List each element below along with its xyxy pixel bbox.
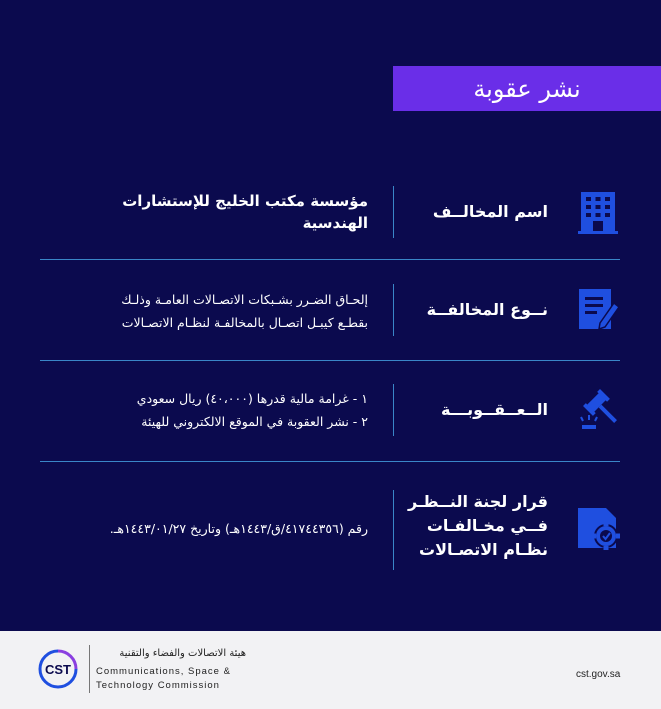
violator-name-value xyxy=(122,190,368,234)
value-line: ٢ - نشر العقوبة في الموقع الالكتروني للهيئة xyxy=(141,414,368,429)
row-divider xyxy=(393,490,394,570)
penalty-label: الــعــقــوبـــة xyxy=(441,400,548,419)
logo-text: CST xyxy=(45,662,71,677)
footer xyxy=(0,631,661,709)
violation-type-value xyxy=(121,288,368,334)
gear-check-icon xyxy=(576,506,620,550)
row-divider xyxy=(393,284,394,336)
violator-name-label: اسم المخالــف xyxy=(432,202,548,221)
org-name-en-line2: Technology Commission xyxy=(96,680,220,691)
value-line: رقم (٤١٧٤٤٣٥٦/ق/١٤٤٣هـ) وتاريخ ١٤٤٣/٠١/٢٧هـ. xyxy=(109,521,368,536)
decision-label xyxy=(408,490,548,562)
gavel-icon xyxy=(576,388,620,432)
value-line: بقطـع كيبـل اتصـال بالمخالفـة لنظـام الاتصـالات xyxy=(121,315,368,330)
value-line: الهندسية xyxy=(302,214,368,232)
org-name-ar: هيئة الاتصالات والفضاء والتقنية xyxy=(119,648,246,659)
decision-value xyxy=(110,517,368,540)
row-divider xyxy=(393,186,394,238)
violator-name-row xyxy=(40,186,620,238)
row-separator xyxy=(40,360,620,361)
cst-logo xyxy=(33,647,83,691)
page-title: نشر عقوبة xyxy=(393,66,661,111)
org-name-en-line1: Communications, Space & xyxy=(96,666,231,677)
penalty-row xyxy=(40,384,620,436)
value-line: ١ - غرامة مالية قدرها (٤٠،٠٠٠) ريال سعودي xyxy=(136,391,368,406)
value-line: إلحـاق الضـرر بشـبكات الاتصـالات العامـة وذلـك xyxy=(121,292,368,307)
penalty-value xyxy=(137,387,368,433)
website-link[interactable]: cst.gov.sa xyxy=(576,669,621,680)
label-line: نظـام الاتصـالات xyxy=(418,540,548,559)
violation-type-row xyxy=(40,284,620,336)
document-edit-icon xyxy=(576,287,620,331)
label-line: قرار لجنة النــظـر xyxy=(407,492,548,511)
violation-type-label: نــوع المخالفــة xyxy=(426,300,548,319)
row-divider xyxy=(393,384,394,436)
label-line: فــي مخـالفـات xyxy=(426,516,548,535)
row-separator xyxy=(40,259,620,260)
building-icon xyxy=(576,190,620,234)
decision-row xyxy=(40,490,620,570)
value-line: مؤسسة مكتب الخليج للإستشارات xyxy=(122,192,368,210)
row-separator xyxy=(40,461,620,462)
logo-divider xyxy=(89,645,90,693)
